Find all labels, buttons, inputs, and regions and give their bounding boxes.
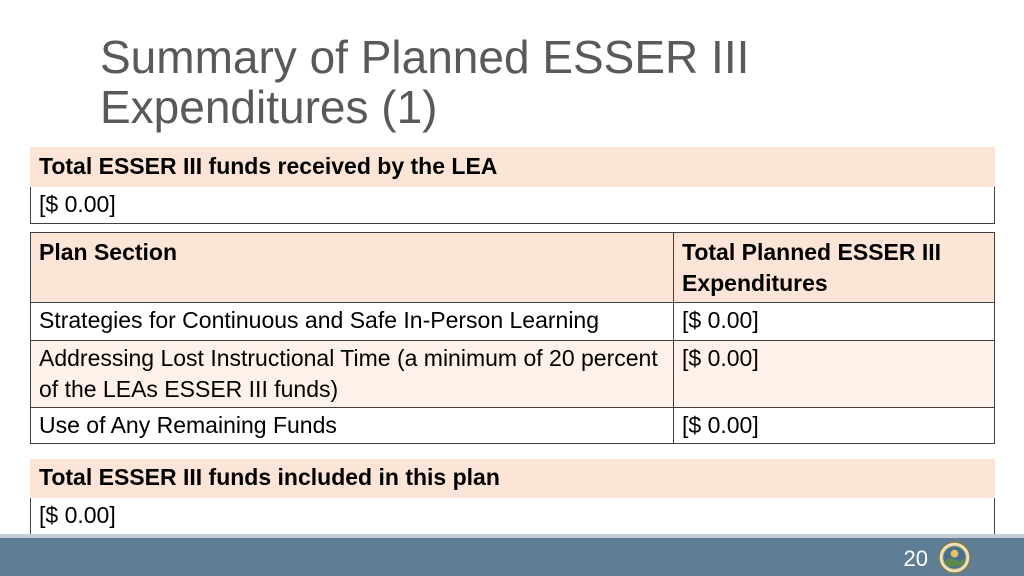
table-row [31,341,995,408]
total-included-table [30,459,995,535]
slide-title-line-2: Expenditures (1) [100,81,438,133]
total-received-header: Total ESSER III funds received by the LEA [31,148,995,187]
slide-title-line-1: Summary of Planned ESSER III [100,31,750,83]
plan-table-header-row [31,233,995,303]
state-seal-icon [938,541,971,574]
total-included-header-row [31,460,995,498]
plan-section-cell: Use of Any Remaining Funds [31,408,674,444]
plan-section-cell: Strategies for Continuous and Safe In-Person Learning [31,303,674,341]
planned-amount-cell: [$ 0.00] [674,408,995,444]
plan-section-table [30,232,995,444]
column-header-plan-section: Plan Section [31,233,674,303]
table-row [31,408,995,444]
plan-section-cell: Addressing Lost Instructional Time (a minimum of 20 percent of the LEAs ESSER III funds) [31,341,674,408]
total-included-header: Total ESSER III funds included in this plan [31,460,995,498]
total-received-table [30,147,995,224]
page-number: 20 [903,546,928,571]
total-received-value: [$ 0.00] [31,187,995,224]
footer-bar [0,538,1024,576]
column-header-total-planned: Total Planned ESSER III Expenditures [674,233,995,303]
total-included-value-row [31,498,995,535]
total-received-value-row [31,187,995,224]
table-row [31,303,995,341]
slide-title [100,32,960,132]
planned-amount-cell: [$ 0.00] [674,341,995,408]
planned-amount-cell: [$ 0.00] [674,303,995,341]
total-included-value: [$ 0.00] [31,498,995,535]
total-received-header-row [31,148,995,187]
